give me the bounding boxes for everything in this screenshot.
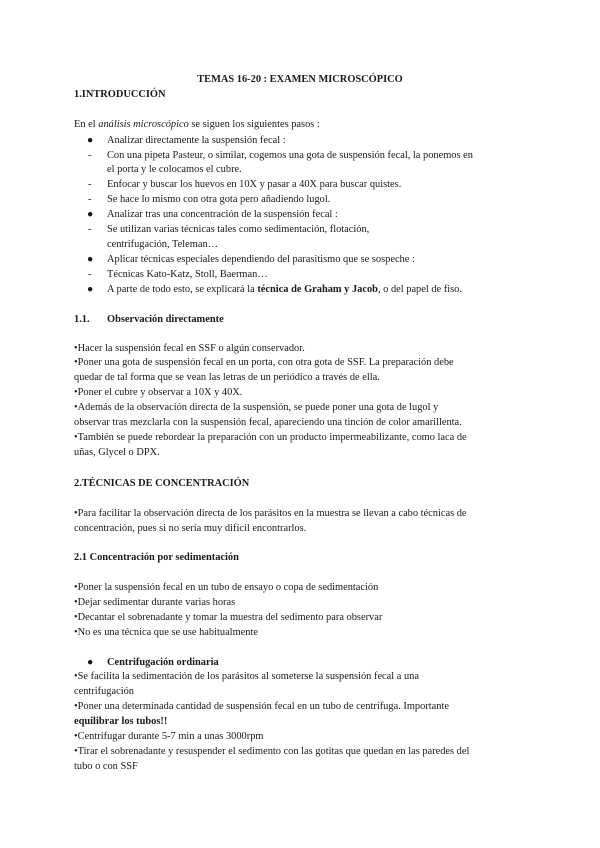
section-2-heading: 2.TÉCNICAS DE CONCENTRACIÓN [74, 478, 250, 489]
step-text: Enfocar y buscar los huevos en 10X y pasar a 40X para buscar quistes. [107, 179, 402, 190]
step-text: Analizar tras una concentración de la suspensión fecal : [107, 209, 338, 220]
paragraph-line: •Decantar el sobrenadante y tomar la muestra del sedimento para observar [74, 612, 383, 623]
step-text-last [107, 283, 462, 296]
paragraph-line: •Poner una gota de suspensión fecal en un porta, con otra gota de SSF. La preparación debe [74, 357, 454, 368]
document-title: TEMAS 16-20 : EXAMEN MICROSCÓPICO [197, 74, 403, 85]
paragraph-line-bold: equilibrar los tubos!! [74, 716, 168, 727]
step-marker: ● [87, 135, 94, 146]
step-text: el porta y le colocamos el cubre. [107, 164, 242, 175]
paragraph-line: tubo o con SSF [74, 761, 138, 772]
step-text: Con una pipeta Pasteur, o similar, cogemos una gota de suspensión fecal, la ponemos en [107, 150, 473, 161]
step-text: centrifugación, Teleman… [107, 239, 219, 250]
section-1-heading: 1.INTRODUCCIÓN [74, 89, 166, 100]
step-text: Técnicas Kato-Katz, Stoll, Baerman… [107, 269, 268, 280]
step-marker: ● [87, 209, 94, 220]
step-marker: - [88, 179, 92, 190]
step-marker: - [88, 150, 92, 161]
paragraph-line: •Hacer la suspensión fecal en SSF o algún conservador. [74, 343, 305, 354]
step-marker-bullet: ● [87, 284, 94, 295]
paragraph-line: •Poner la suspensión fecal en un tubo de ensayo o copa de sedimentación [74, 582, 379, 593]
paragraph-line: •Dejar sedimentar durante varias horas [74, 597, 236, 608]
paragraph-line: •Para facilitar la observación directa de los parásitos en la muestra se llevan a cabo técnicas de [74, 508, 467, 519]
step-text: Analizar directamente la suspensión fecal : [107, 135, 286, 146]
paragraph-line: •Tirar el sobrenadante y resuspender el sedimento con las gotitas que quedan en las paredes del [74, 746, 470, 757]
paragraph-line: uñas, Glycel o DPX. [74, 447, 160, 458]
centrifugation-heading: Centrifugación ordinaria [107, 657, 219, 668]
intro-text-c: se siguen los siguientes pasos : [188, 119, 320, 130]
intro-paragraph [74, 118, 320, 131]
paragraph-line: concentración, pues si no sería muy difícil encontrarlos. [74, 523, 307, 534]
paragraph-line: quedar de tal forma que se vean las letras de un periódico a través de ella. [74, 372, 380, 383]
paragraph-line: •Además de la observación directa de la suspensión, se puede poner una gota de lugol y [74, 402, 439, 413]
last-text-a: A parte de todo esto, se explicará la [107, 284, 258, 295]
paragraph-line: •No es una técnica que se use habitualmente [74, 627, 258, 638]
section-2-1-heading: 2.1 Concentración por sedimentación [74, 552, 239, 563]
paragraph-line: •Centrifugar durante 5-7 min a unas 3000rpm [74, 731, 264, 742]
step-marker: - [88, 194, 92, 205]
section-1-1-number: 1.1. [74, 314, 90, 325]
step-marker: ● [87, 254, 94, 265]
step-text: Se hace lo mismo con otra gota pero añadiendo lugol. [107, 194, 331, 205]
section-1-1-heading: Observación directamente [107, 314, 224, 325]
paragraph-line: •Poner el cubre y observar a 10X y 40X. [74, 387, 243, 398]
subsection-bullet: ● [87, 657, 94, 668]
paragraph-line: •También se puede rebordear la preparación con un producto impermeabilizante, como laca de [74, 432, 467, 443]
step-marker: - [88, 224, 92, 235]
paragraph-line: centrifugación [74, 686, 135, 697]
step-text: Se utilizan varias técnicas tales como sedimentación, flotación, [107, 224, 370, 235]
intro-text-italic: análisis microscópico [98, 119, 189, 130]
paragraph-line: observar tras mezclarla con la suspensión fecal, apareciendo una tinción de color amarillenta. [74, 417, 462, 428]
last-text-c: , o del papel de fiso. [377, 284, 462, 295]
step-text: Aplicar técnicas especiales dependiendo del parasitismo que se sospeche : [107, 254, 415, 265]
paragraph-line: •Poner una determinada cantidad de suspensión fecal en un tubo de centrífuga. Importante [74, 701, 449, 712]
last-text-bold: técnica de Graham y Jacob [257, 284, 378, 295]
step-marker: - [88, 269, 92, 280]
paragraph-line: •Se facilita la sedimentación de los parásitos al someterse la suspensión fecal a una [74, 671, 419, 682]
intro-text-a: En el [74, 119, 99, 130]
